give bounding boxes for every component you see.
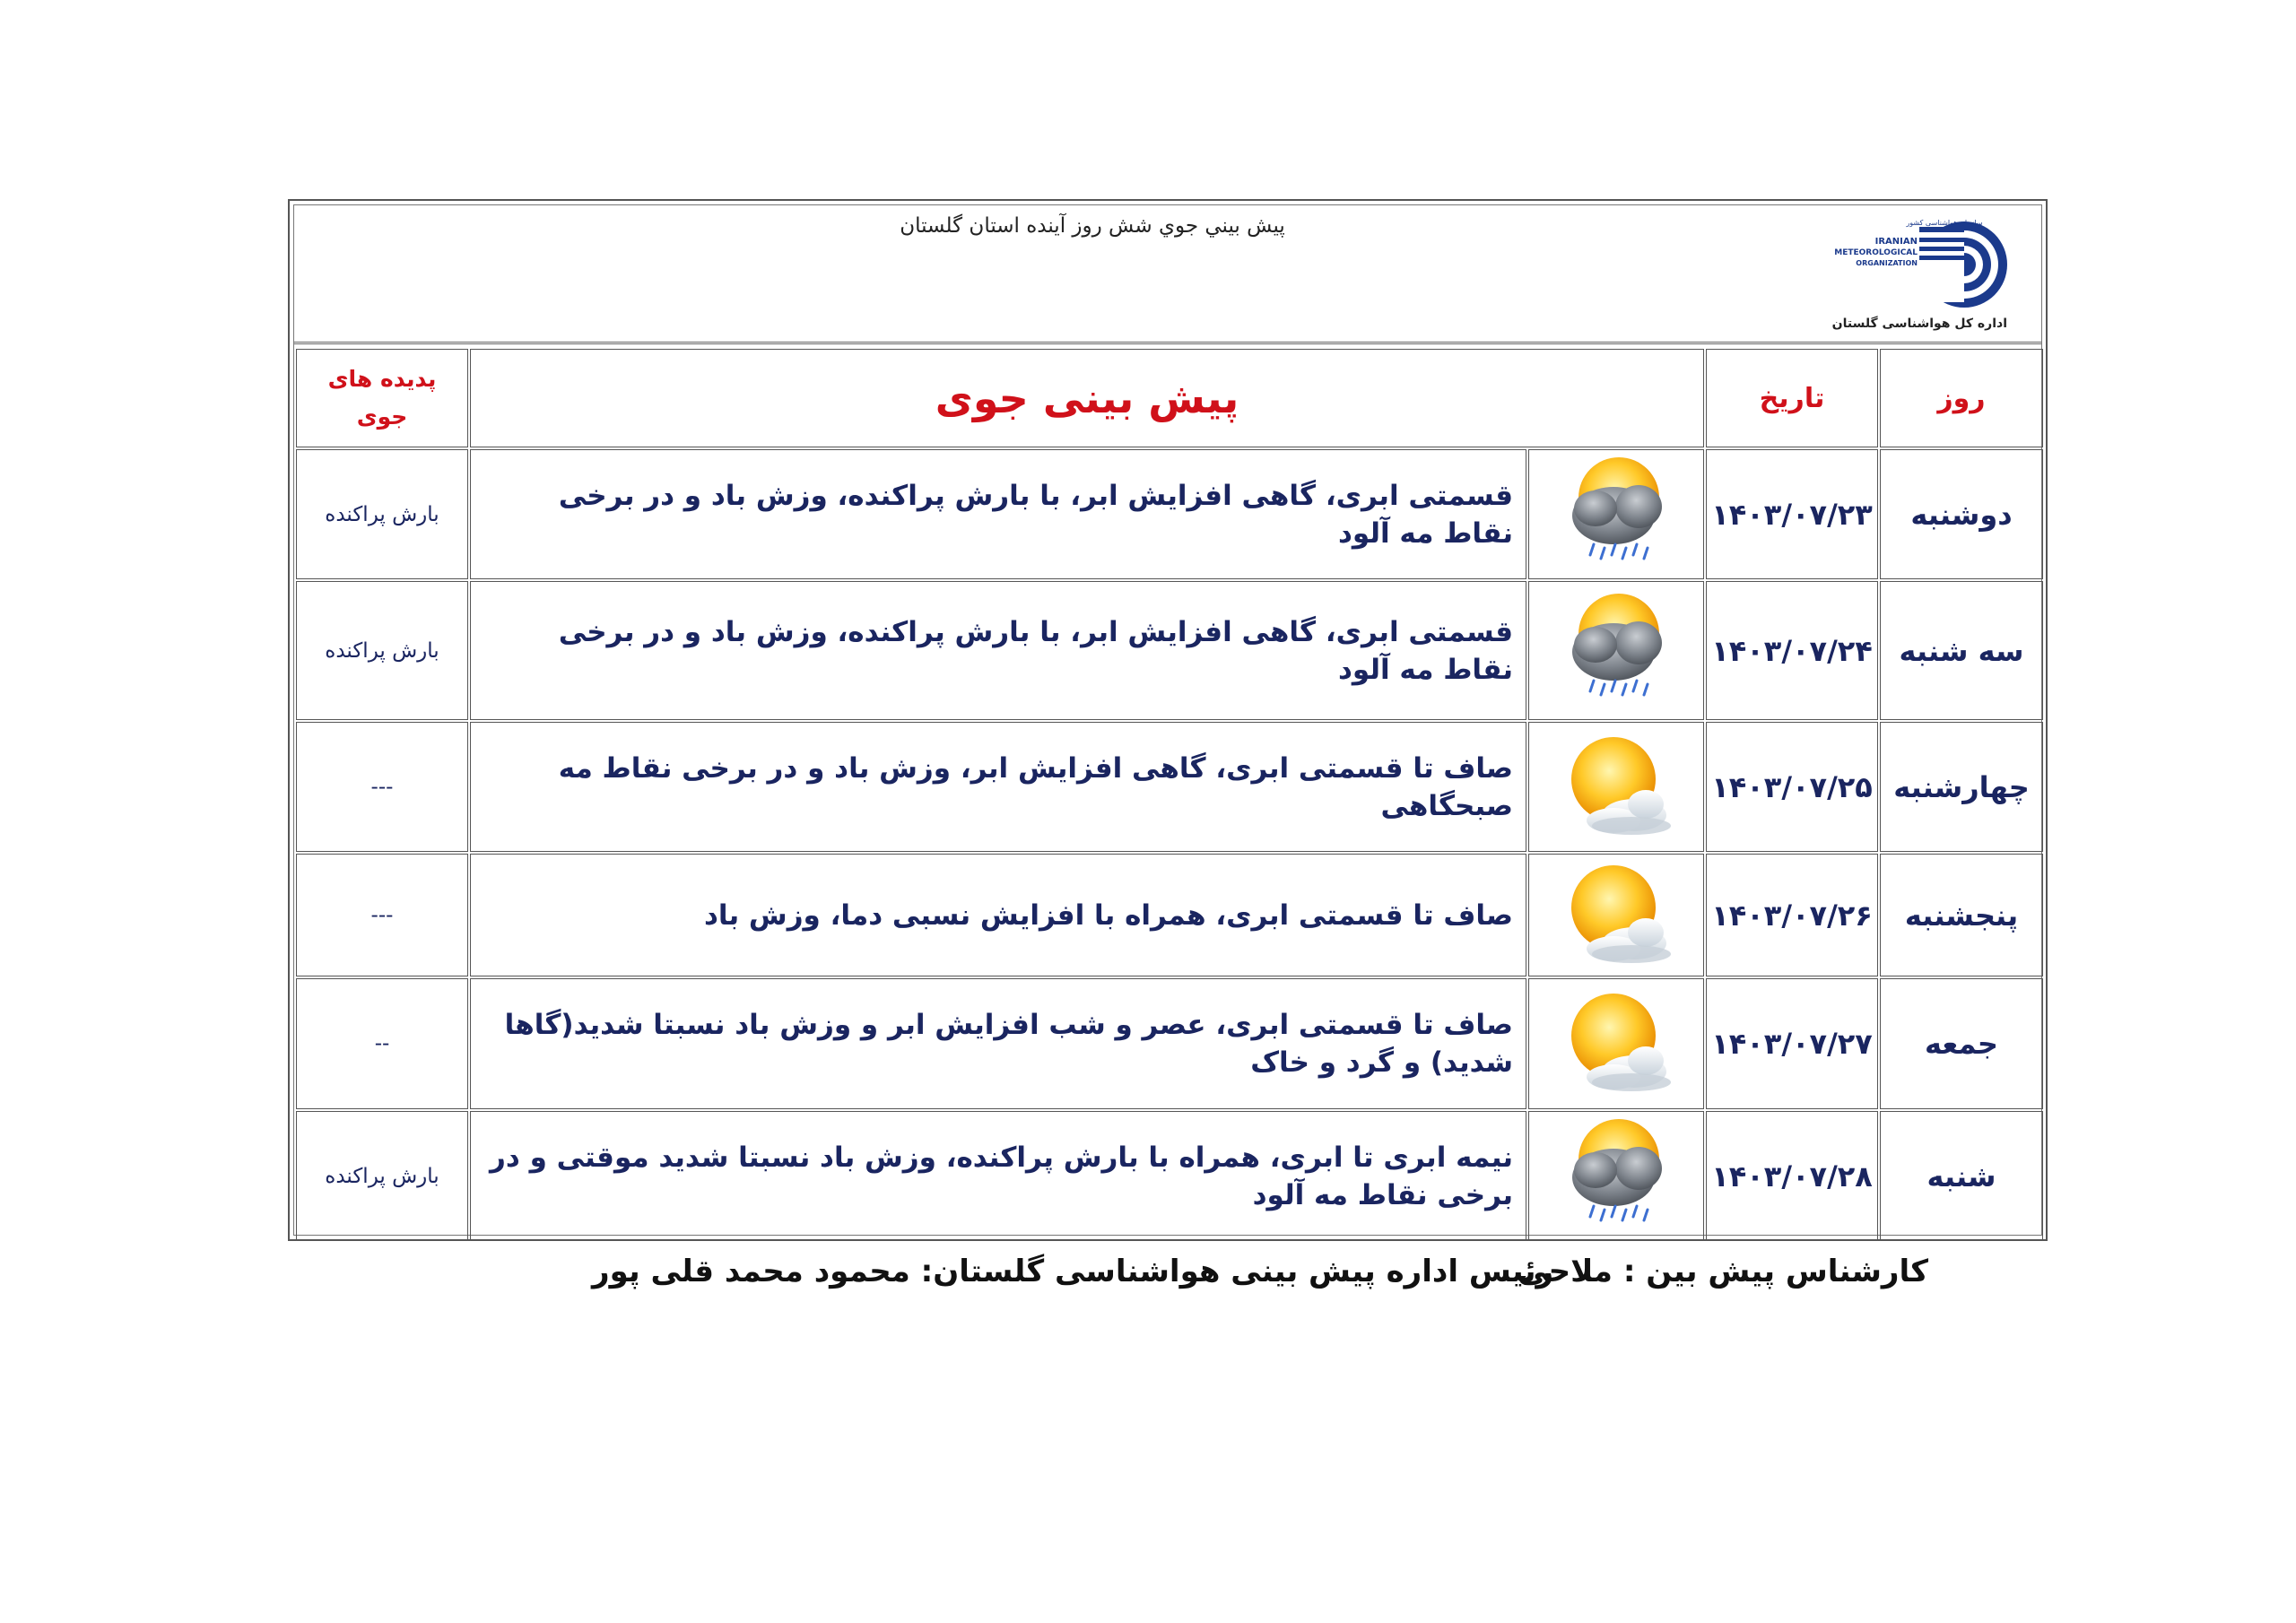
- row-day: پنجشنبه: [1880, 854, 2043, 976]
- row-day: چهارشنبه: [1880, 722, 2043, 852]
- row-forecast: قسمتی ابری، گاهی افزایش ابر، با بارش پراکنده، وزش باد و در برخی نقاط مه آلود: [470, 581, 1526, 720]
- logo-text-en-2: METEOROLOGICAL: [1834, 248, 1918, 257]
- row-forecast: صاف تا قسمتی ابری، گاهی افزایش ابر، وزش باد و در برخی نقاط مه صبحگاهی: [470, 722, 1526, 852]
- row-phenomena: --: [296, 978, 468, 1109]
- row-weather-icon-cell: [1528, 1111, 1704, 1241]
- header-phenomena-line2: جوی: [356, 404, 408, 430]
- forecaster-name: کارشناس پیش بین : ملاحی: [1518, 1254, 1928, 1289]
- header-date: تاریخ: [1706, 349, 1878, 447]
- sun-cloud-icon: [1549, 1087, 1683, 1104]
- row-date: ۱۴۰۳/۰۷/۲۶: [1706, 854, 1878, 976]
- row-forecast: قسمتی ابری، گاهی افزایش ابر، با بارش پراکنده، وزش باد و در برخی نقاط مه آلود: [470, 449, 1526, 579]
- row-weather-icon-cell: [1528, 722, 1704, 852]
- cloud-rain-sun-icon: [1549, 558, 1683, 575]
- logo-text-en-1: IRANIAN: [1874, 237, 1918, 247]
- row-day: شنبه: [1880, 1111, 2043, 1241]
- row-date: ۱۴۰۳/۰۷/۲۳: [1706, 449, 1878, 579]
- row-forecast: صاف تا قسمتی ابری، همراه با افزایش نسبی دما، وزش باد: [470, 854, 1526, 976]
- table-body: [296, 449, 2043, 1241]
- cloud-rain-sun-icon: [1549, 1219, 1683, 1237]
- table-row: [296, 449, 2043, 579]
- row-date: ۱۴۰۳/۰۷/۲۷: [1706, 978, 1878, 1109]
- logo-text-en-3: ORGANIZATION: [1856, 259, 1918, 267]
- logo-caption: اداره کل هواشناسی گلستان: [1831, 317, 2007, 331]
- row-phenomena: بارش پراکنده: [296, 1111, 468, 1241]
- row-phenomena: بارش پراکنده: [296, 581, 468, 720]
- row-forecast: نیمه ابری تا ابری، همراه با بارش پراکنده، وزش باد نسبتا شدید موقتی و در برخی نقاط مه آلود: [470, 1111, 1526, 1241]
- meteorological-logo-icon: [1819, 218, 2007, 317]
- header-phenomena: [296, 349, 468, 447]
- office-head-name: رئیس اداره پیش بینی هواشناسی گلستان: محمود محمد قلی پور: [592, 1254, 1554, 1289]
- table-row: [296, 722, 2043, 852]
- row-day: جمعه: [1880, 978, 2043, 1109]
- logo-text-fa: سازمان هواشناسی کشور: [1906, 219, 1983, 227]
- table-row: [296, 978, 2043, 1109]
- row-date: ۱۴۰۳/۰۷/۲۵: [1706, 722, 1878, 852]
- header-forecast: پیش بینی جوی: [470, 349, 1704, 447]
- cloud-rain-sun-icon: [1549, 694, 1683, 711]
- sun-cloud-icon: [1549, 959, 1683, 976]
- header-day: روز: [1880, 349, 2043, 447]
- row-day: دوشنبه: [1880, 449, 2043, 579]
- row-date: ۱۴۰۳/۰۷/۲۴: [1706, 581, 1878, 720]
- page-title: پيش بيني جوي شش روز آينده استان گلستان: [900, 214, 1285, 238]
- forecast-frame: [288, 199, 2048, 1241]
- row-weather-icon-cell: [1528, 581, 1704, 720]
- meteorological-logo: [1819, 218, 2007, 330]
- header-row: [294, 205, 2041, 344]
- row-weather-icon-cell: [1528, 978, 1704, 1109]
- footer: [592, 1254, 1928, 1307]
- row-forecast: صاف تا قسمتی ابری، عصر و شب افزایش ابر و وزش باد نسبتا شدید(گاها شدید) و گرد و خاک: [470, 978, 1526, 1109]
- frame-inner: [293, 204, 2042, 1236]
- row-weather-icon-cell: [1528, 449, 1704, 579]
- row-day: سه شنبه: [1880, 581, 2043, 720]
- row-phenomena: ---: [296, 722, 468, 852]
- table-header-row: [296, 349, 2043, 447]
- row-date: ۱۴۰۳/۰۷/۲۸: [1706, 1111, 1878, 1241]
- table-row: [296, 1111, 2043, 1241]
- row-weather-icon-cell: [1528, 854, 1704, 976]
- sun-cloud-icon: [1549, 830, 1683, 847]
- table-row: [296, 854, 2043, 976]
- row-phenomena: بارش پراکنده: [296, 449, 468, 579]
- row-phenomena: ---: [296, 854, 468, 976]
- header-phenomena-line1: پدیده های: [327, 366, 437, 392]
- table-row: [296, 581, 2043, 720]
- forecast-table: [294, 347, 2045, 1243]
